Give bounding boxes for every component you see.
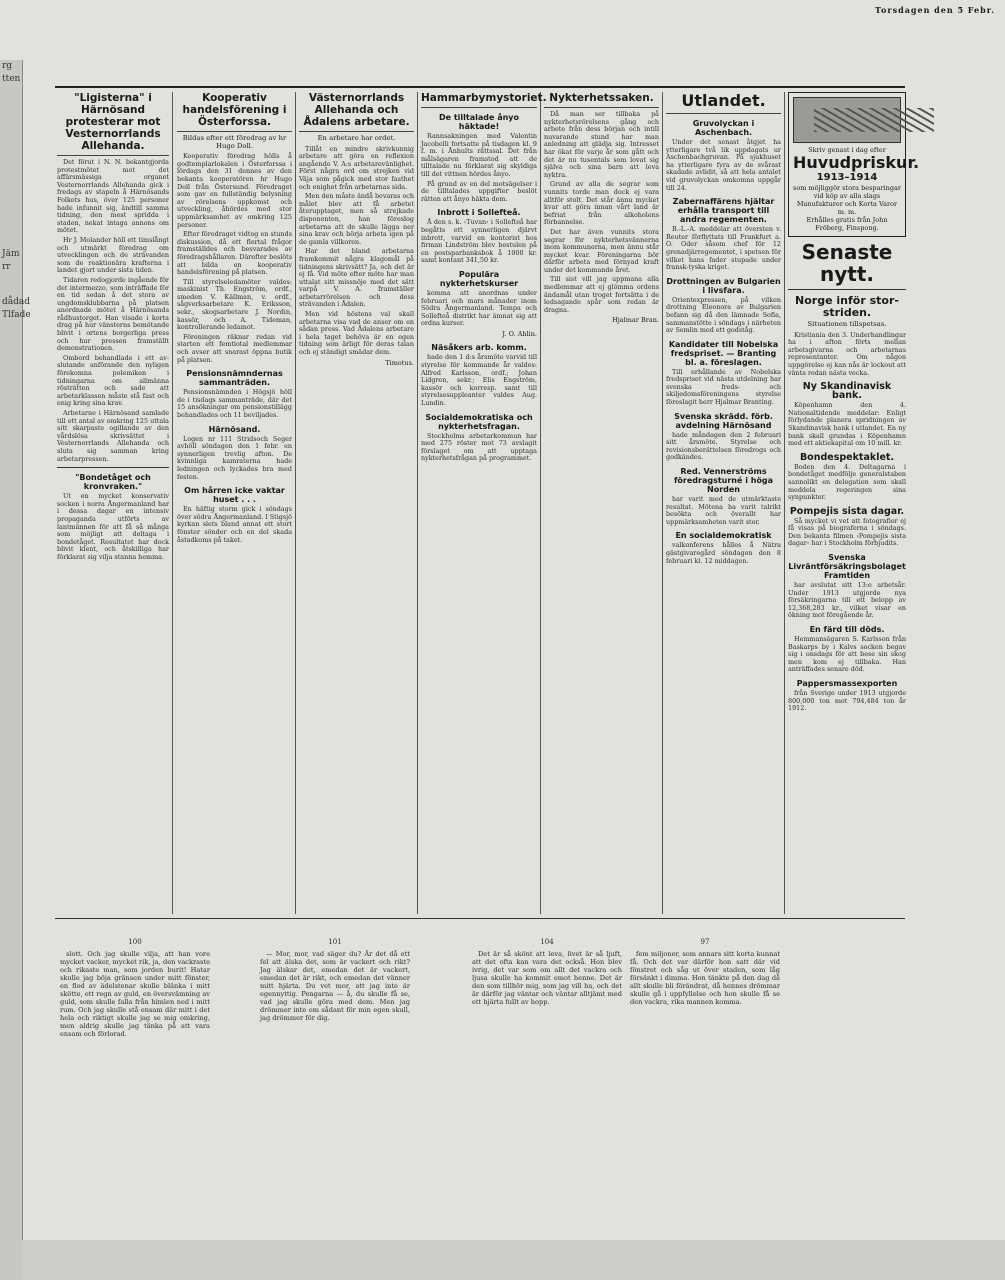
- subheadline: Näsåkers arb. komm.: [431, 343, 527, 353]
- page-bottom-margin: [22, 1240, 1005, 1280]
- paragraph: B.-L.-A. meddelar att översten v. Reuter förflyttats till Frankfurt a. O. Oder såsom chef för 12 grenadjärregementet, i spetsen för vilket hans fader stupade under fransk-tyska kriget.: [666, 225, 781, 272]
- adjacent-page-strip: [0, 60, 31, 1280]
- subheadline-small: Situationen tillspetsas.: [807, 320, 887, 328]
- subheadline: De tilltalade ånyo häktade!: [438, 113, 519, 131]
- paragraph: Till erhållande av Nobelska fredspriset vid nästa utdelning har svenska freds- och skiljedomsföreningens styrelse föreslagit herr Hjalmar Branting.: [666, 367, 781, 407]
- story-column-101: [260, 938, 410, 1238]
- signature: J. O. Ahlin.: [502, 329, 537, 338]
- story-text: — Mor, mor, vad säger du? Är det då ett fel att älska det, som är vackert och rikt? Jag älskar det, emedan det är vackert, emedan det är rikt, och emedan det vänner mitt hjärta. Du vet mor, att jag inte är egennyttig. Pengarna — å, du skulle få se, vad jag skulle göra med dem. Men jag drömmer inte om sådant för min egen skull, jag drömmer för dig.: [260, 950, 410, 1022]
- paragraph: Logen nr 111 Stridsoch Seger avhöll söndagen den 1 febr. en synnerligen trevlig afton. De kvinnliga kamraterna hade ledningen och lyckades bra med festen.: [177, 434, 292, 481]
- story-page-number: 104: [540, 938, 554, 946]
- paragraph: Boden den 4. Deltagarna i bondetåget medfölje generalstaben sannolikt en delegation som skall meddela regeringen sina synpunkter.: [788, 462, 906, 502]
- column-allehanda: [296, 92, 418, 914]
- strip-text: rr: [2, 262, 11, 272]
- ad-line: Skriv genast i dag efter: [808, 146, 886, 154]
- subheadline: Drottningen av Bulgarien i livsfara.: [666, 276, 781, 295]
- paragraph: Till styrelseledamöter valdes: maskinist Th. Engström, ordf., smeden V. Källman, v. ordf., sågverksarbetare K. Eriksson, sekr., skogsarbetare J. Nordin, kassör, och A. Tideman, kontrollerande ledamot.: [177, 277, 292, 332]
- subheadline: Pappersmassexporten: [796, 679, 898, 688]
- story-page-number: 97: [700, 938, 710, 946]
- paragraph: Ombord behandlade i ett av-slutande anförande den nyligen förekomna polemiken i tidningarna om allmänna rösträtten och sade att arbetarklassen måste stå fast och enig kring sina krav.: [57, 353, 169, 408]
- subheadline: En arbetare har ordet.: [317, 134, 396, 142]
- headline: Västernorrlands Allehanda och Ådalens arbetare.: [299, 92, 414, 132]
- paragraph: Det förut i N. N. bekantgjorda protestmötet mot det affärsmässiga organet Vesternorrlands Allehanda gick i fredags av stapeln å Härnösands Folkets hus, över 125 personer hade infunnit sig, ändtill samma tidning, den mest spridda i staden, nekat intaga annons om mötet.: [57, 158, 169, 235]
- paragraph: komma att anordnas under februari och mars månader inom Södra Ångermanland. Tempa och Sollefteå distrikt har ämnat sig att ordna kurser.: [421, 288, 537, 328]
- subheadline: Svenska Livräntförsäkringsbolaget Framtiden: [788, 553, 906, 581]
- paragraph: Har det bland arbetarna framkommit några klagomål på tidningens skrivsätt? Ja, och det är ej få. Vid möte efter möte har man uttalat sitt missnöje med det sätt varpå V. A. framställer arbetarrörelsen och dess strävanden i Ådalen.: [299, 247, 414, 309]
- ad-small-print: som möjliggör stora besparingar vid köp av alla slags Manufakturer och Korta Varor m. m.: [793, 184, 901, 216]
- paragraph: Kooperativ föredrag hölls å godtemplarlokalen i Österforssa i lördags den 31 dennes av den bekanta kooperatören hr Hugo Doll från Östersund. Föredraget som gav en fullständig belysning av rörelsens uppkomst och utveckling, åhördes med stor uppmärksamhet av omkring 125 personer.: [177, 152, 292, 229]
- subheadline: Härnösand.: [208, 424, 261, 434]
- subheadline: Ny Skandinavisk bank.: [802, 381, 892, 402]
- paragraph: Efter föredraget vidtog en stunds diskussion, då ett flertal frågor framställdes och besvarades av föredragshållaren. Därefter beslöts att bilda en kooperativ handelsförening på platsen.: [177, 230, 292, 277]
- subheadline: Zabernaffärens hjältar erhålla transport till andra regementen.: [672, 197, 775, 225]
- paragraph: Så mycket vi vet att fotografier ej få visas på biograferna i söndags. Den bekanta filmen ›Pompejis sista dagar‹ har i Stockholm förbjudits.: [788, 516, 906, 548]
- paragraph: har avslutat sitt 13:e arbetsår. Under 1913 utgjorde nya försäkringarna till ett belopp av 12,368,283 kr., vilket visar en ökning mot föregående år.: [788, 581, 906, 620]
- paragraph: Orientexpressen, på vilken drottning Eleonora av Bulgarien befann sig då den lämnade Sofia, sammanstötte i söndags i närheten av Semlin med ett godståg.: [666, 295, 781, 335]
- strip-text: dådad: [2, 297, 31, 307]
- signature: Timotus.: [385, 358, 414, 367]
- section-divider: [55, 918, 905, 919]
- subheadline: Gruvolyckan i Aschenbach.: [692, 119, 755, 137]
- headline: Kooperativ handelsförening i Österforssa.: [177, 92, 292, 132]
- paragraph: På grund av en del motsägelser i de tilltalades uppgifter beslöt rätten att ånyo häkta dem.: [421, 179, 537, 203]
- paragraph: Grund av alla de segrar som vunnits torde man dock ej vara alltför stolt. Det står ännu mycket kvar att göra innan vårt land är befriat från alkoholens förbannelse.: [544, 180, 659, 227]
- subheadline: Kandidater till Nobelska fredspriset. — Branting bl. a. föreslagen.: [668, 339, 779, 367]
- top-rule: [55, 86, 905, 88]
- subheadline: En färd till döds.: [809, 625, 885, 635]
- subheadline: Red. Vennerströms föredragsturné i höga Norden: [673, 467, 774, 495]
- headline: Hammarbymystoriet.: [421, 92, 537, 108]
- paragraph: Rannsakningen med Valentin Jacobelli fortsatte på tisdagen kl. 9 f. m. i Ånhults rättssal. Det från målsägaren framstod att de tilltalade nu förklarat sig skyldiga till det vittnen hördes ånyo.: [421, 132, 537, 178]
- paragraph: Ut en mycket konservativ socken i norra Ångermanland har i dessa dagar en intensiv propaganda utförts av lantmännen för att få så många som möjligt att deltaga i bondetåget. Resultatet har dock blivit klent, och åtskilliga har förklarat sig vilja stanna hemma.: [57, 492, 169, 561]
- headline: "Ligisterna" i Härnösand protesterar mot Vesternorrlands Allehanda.: [57, 92, 169, 156]
- paragraph: Men vid höstens val skall arbetarna visa vad de anser om en sådan press. Vad Ådalens arbetare i hela taget behöva är en egen tidning som ärligt för deras talan och ej ständigt smädar dem.: [299, 310, 414, 357]
- section-headline: Senaste nytt.: [801, 240, 893, 286]
- paragraph: Men den måste ändå bevaras och målet blev att få arbetet återupptaget, men så strejkade disponenten, han föreslog arbetarna att de skulle lägga ner sina krav och börja arbeta igen på de gamla villkoren.: [299, 192, 414, 246]
- paragraph: valkonferens hålles å Nätra gästgivaregård söndagen den 8 februari kl. 12 middagen.: [666, 541, 781, 565]
- paragraph: från Sverige under 1913 utgjorde 800,000 ton mot 794,484 ton år 1912.: [788, 689, 906, 713]
- story-text: fem miljoner, som annars sitt korta kunnat få. Och det var därför hon satt där vid fönstret och såg ut över staden, som låg försänkt i dimma. Hon tänkte på den dag då allt skulle bli förändrat, då hennes drömmar skulle gå i uppfyllelse och hon skulle få se den vackra, rika mannen komma.: [630, 950, 780, 1006]
- story-column-100: [60, 938, 210, 1238]
- story-page-number: 100: [128, 938, 142, 946]
- subheadline: Norge inför stor-striden.: [795, 294, 899, 319]
- subheadline: En socialdemokratisk: [675, 531, 772, 541]
- column-utlandet: [663, 92, 785, 914]
- story-page-number: 101: [328, 938, 342, 946]
- paragraph: hade måndagen den 2 februari sitt årsmöte. Styrelse och revisionsberättelsen föredrogs och godkändes.: [666, 430, 781, 462]
- headline: Nykterhetssaken.: [544, 92, 659, 108]
- paragraph: hade den 1 d:s årsmöte varvid till styrelse för kommande år valdes: Alfred Karlsson, ordf.; Johan Lidgren, sekr.; Elis Engström, kassör och korresp. samt till styrelsesuppleanter valdes Aug. Lundin.: [421, 353, 537, 408]
- paragraph: Hr J. Molander höll ett timslångt och utmärkt föredrag om utvecklingen och de strävanden som de reaktionära krafterna i landet gjort under sista tiden.: [57, 235, 169, 275]
- paragraph: Det har även vunnits stora segrar för nykterhetsvännerna inom kommunerna, men ännu står mycket kvar. Föreningarna bör därför arbeta med förnyad kraft under det kommande året.: [544, 227, 659, 274]
- strip-text: Tlfade: [2, 310, 31, 320]
- story-column-97: [630, 938, 780, 1238]
- story-text: slott. Och jag skulle vilja, att han vore mycket vacker, mycket rik, ja, den vackraste och rikaste man, som jorden burit! Hatar skulle jag böja gränsen under mitt fönster, en flod av ädelstenar skulle blänka i mitt skötte, ett regn av guld, en översvämning av guld, som skulle falla från himlen ned i mitt rum. Och jag skulle stå ensam där mitt i det hela och riktigt skulle jag se mig omkring, men aldrig skulle jag tänka på att vara ensam och förlorad.: [60, 950, 210, 1038]
- strip-text: tten: [2, 74, 21, 84]
- divider: [788, 289, 906, 290]
- paragraph: Föreningen räknar redan vid starten ett femtiotal medlemmar och avser att snarast öppna butik på platsen.: [177, 332, 292, 364]
- ad-illustration: [793, 97, 901, 143]
- paragraph: Köpenhamn den 4. Nationaltidende meddelar: Enligt förlydande planera spridningen av Skandinavisk bank i utlandet. En ny bank skall grundas i Köpenhamn med ett aktiekapital om 10 mill. kr.: [788, 401, 906, 448]
- strip-text: rg: [2, 61, 13, 71]
- paragraph: En häftig storm gick i söndags över södra Ångermanland. I Stigsjö kyrkan slets bland annat ett stort fönster sönder och en del skada åstadkoms på taket.: [177, 505, 292, 544]
- story-column-104: [472, 938, 622, 1238]
- resolution: Arbetarne i Härnösand samlade till ett antal av omkring 125 uttala sitt skarpaste ogillande av den vårdslösa skrivsättet i Vesternorrlands Allehanda och sluta sig samman kring arbetarpressen.: [57, 409, 169, 463]
- paragraph: Till sist vill jag uppmana alla medlemmar att ej glömma ordens ändamål utan troget fortsätta i de ledsagande spår som redan är dragna.: [544, 275, 659, 314]
- paragraph: Tillåt en mindre skrivkunnig arbetare att göra en reflexion angående V. A:s arbetarevänlighet. Först några ord om strejken vid Väja som pågick med stor fasthet och enighet från arbetarnas sida.: [299, 144, 414, 191]
- subheadline: Bondespektaklet.: [799, 451, 895, 463]
- paragraph: Pensionsnämnden i Högsjö höll de i tisdags sammanträde, där det 15 ansökningar om pensionstillägg behandlades och 11 beviljades.: [177, 388, 292, 419]
- column-senaste-nytt: [785, 92, 920, 914]
- paragraph: Då man ser tillbaka på nykterhetsrörelsens gång och arbete från dess början och intill nuvarande stund har man anledning att glädja sig. Intresset har ökat för varje år som gått och det är nu tusentals som lovat sig själva och sina barn att leva nyktra.: [544, 110, 659, 179]
- subheadline: Om hårren icke vaktar huset . . .: [184, 486, 285, 505]
- subheadline: Pompejis sista dagar.: [789, 505, 905, 517]
- subheadline: Socialdemokratiska och nykterhetsfragan.: [425, 412, 533, 431]
- paragraph: Å den s. k. ›Tuvan‹ i Sollefteå har begåtts ett synnerligen djärvt inbrott, varvid en kontorist hos firman Lindström blev bestulen på en postsparbanksbok å 1000 kr. samt kontant 341,50 kr.: [421, 218, 537, 265]
- advertisement-huvudpriskur: [788, 92, 920, 237]
- story-text: Det är så skönt att leva, livet är så ljuft, att det ofta kan vara det också. Hon blev ivrig, det var som om allt det vackra och ljusa skulle ha kommit emot henne. Det är den som tillhör mig, som jag vill ha, och det är därför jag väntar och väntar alltjämt med ett hjärta fullt av hopp.: [472, 950, 622, 1006]
- subheadline: Svenska skrädd. förb. avdelning Härnösand: [674, 411, 773, 430]
- paragraph: Under det senast åtgjet ha ytterligare två lik uppdagats ur Aschenbachgruvan. På sjukhuset ha ytterligare fyra av de svårast skadade avlidit, så att hela antalet vid gruvolyckan omkomna uppgår till 24.: [666, 138, 781, 192]
- subheadline: Pensionsnämndernas sammanträden.: [186, 369, 283, 388]
- masthead-date: Torsdagen den 5 Febr.: [875, 5, 995, 15]
- divider: [57, 467, 169, 468]
- ad-title: Huvudpriskur.: [793, 153, 920, 172]
- paragraph: Kristiania den 3. Underhandlingar ha i afton förts mellan arbetsgivarna och arbetarnas representanter. Om någon uppgörelse ej kan nås är lockout att vänta redan nästa vecka.: [788, 330, 906, 377]
- column-nykterhet: [541, 92, 663, 914]
- paragraph: Hemmansägaren S. Karlsson från Baskarps by i Kalvs socken begav sig i onsdags för att bese sin skog men kom ej tillbaka. Han anträffades senare död.: [788, 635, 906, 674]
- subheadline: Inbrott i Sollefteå.: [437, 208, 521, 218]
- paragraph: Tidaren redogjorde ingående för det intermezzo, som inträffade för en tid sedan å det stora av ungdomsklubbarna på platsen anordnade mötet å Härnösands rådhustorget. Han visade i korta drag på hur vänsterns bemötande blivit i ortens borgerliga press och hur pressen framställt demonstrationen.: [57, 275, 169, 353]
- headline: Utlandet.: [666, 92, 781, 114]
- paragraph: har varit med de utmärktaste resultat. Mötena ha varit talrikt besökta och överallt har uppmärksamheten varit stor.: [666, 495, 781, 526]
- subheadline: Populära nykterhetskurser: [439, 269, 519, 288]
- column-hammarby: [418, 92, 547, 914]
- ad-sender: Erhålles gratis från John Fröberg, Finspong.: [806, 216, 888, 232]
- subheadline: Bildas efter ett föredrag av hr Hugo Doll.: [182, 134, 287, 150]
- column-ligisterna: [57, 92, 173, 914]
- subheadline: "Bondetåget och kronvraken.": [75, 473, 151, 492]
- paragraph: Stockholms arbetarkommun har med 275 röster mot 73 avslagit förslaget om att upptaga nykterhetsfrågan på programmet.: [421, 431, 537, 463]
- signature: Hjalmar Bran.: [612, 316, 659, 325]
- strip-text: Jäm: [2, 249, 20, 259]
- column-kooperativ: [174, 92, 296, 914]
- ad-year: 1913–1914: [816, 172, 878, 183]
